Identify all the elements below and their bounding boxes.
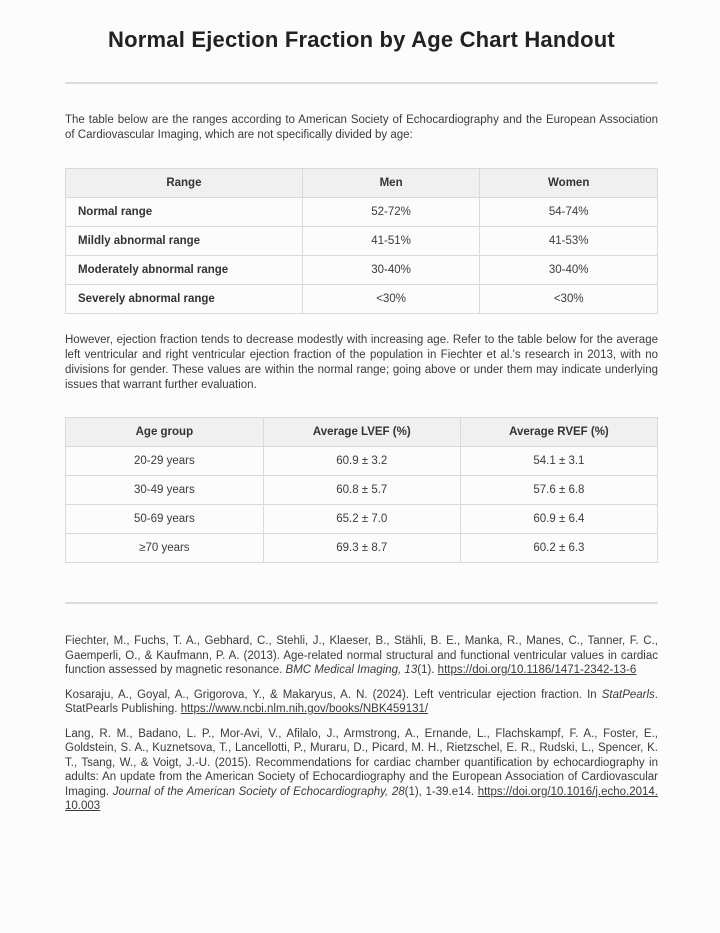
table-row	[66, 534, 658, 563]
table-row	[66, 198, 658, 227]
lvef-value: 60.9 ± 3.2	[263, 447, 460, 476]
range-women-value: <30%	[480, 285, 658, 314]
reference-text: Fiechter, M., Fuchs, T. A., Gebhard, C., Stehli, J., Klaeser, B., Stähli, B. E., Manka, R., Manes, C., Tanner, F. C., Gaemperli, O., & Kaufmann, P. A. (2013). Age-related normal structural and functional ventricular values in cardiac function assessed by magnetic resonance.	[65, 635, 658, 676]
reference-text: Lang, R. M., Badano, L. P., Mor-Avi, V., Afilalo, J., Armstrong, A., Ernande, L., Flachskampf, F. A., Foster, E., Goldstein, S. A., Kuznetsova, T., Lancellotti, P., Muraru, D., Picard, M. H., Rietzschel, E. R., Rudski, L., Spencer, K. T., Tsang, W., & Voigt, J.-U. (2015). Recommendations for cardiac chamber quantification by echocardiography in adults: An update from the American Society of Echocardiography and the European Association of Cardiovascular Imaging.	[65, 727, 658, 798]
column-header-avg-rvef: Average RVEF (%)	[460, 418, 657, 447]
intro-paragraph: The table below are the ranges according to American Society of Echocardiography and the European Association of Cardiovascular Imaging, which are not specifically divided by age:	[65, 114, 658, 141]
reference-journal-italic: StatPearls	[601, 688, 655, 701]
reference-text: (1).	[417, 664, 438, 676]
range-men-value: 30-40%	[302, 256, 480, 285]
reference-item-kosaraju	[65, 688, 658, 717]
table-row	[66, 256, 658, 285]
range-women-value: 54-74%	[480, 198, 658, 227]
table-row	[66, 476, 658, 505]
range-label: Normal range	[66, 198, 303, 227]
column-header-avg-lvef: Average LVEF (%)	[263, 418, 460, 447]
ncbi-link-kosaraju[interactable]: https://www.ncbi.nlm.nih.gov/books/NBK459131/	[180, 703, 429, 715]
column-header-age-group: Age group	[66, 418, 264, 447]
range-label: Mildly abnormal range	[66, 227, 303, 256]
page-title: Normal Ejection Fraction by Age Chart Handout	[108, 27, 615, 52]
range-women-value: 41-53%	[480, 227, 658, 256]
table-row	[66, 285, 658, 314]
table-row	[66, 447, 658, 476]
age-group-value: 30-49 years	[66, 476, 264, 505]
range-label: Severely abnormal range	[66, 285, 303, 314]
table-row	[66, 505, 658, 534]
lvef-value: 60.8 ± 5.7	[263, 476, 460, 505]
title-divider	[65, 82, 658, 84]
ef-range-table	[65, 168, 658, 314]
rvef-value: 54.1 ± 3.1	[460, 447, 657, 476]
reference-journal-italic: BMC Medical Imaging, 13	[285, 664, 418, 676]
age-group-value: 20-29 years	[66, 447, 264, 476]
age-group-value: ≥70 years	[66, 534, 264, 563]
range-men-value: 41-51%	[302, 227, 480, 256]
rvef-value: 60.9 ± 6.4	[460, 505, 657, 534]
rvef-value: 57.6 ± 6.8	[460, 476, 657, 505]
ef-age-table-header-row	[66, 418, 658, 447]
reference-item-lang	[65, 727, 658, 814]
reference-item-fiechter	[65, 634, 658, 678]
ef-range-table-header-row	[66, 169, 658, 198]
references-divider	[65, 602, 658, 604]
range-men-value: 52-72%	[302, 198, 480, 227]
doi-link-lang[interactable]: https://doi.org/10.1016/j.echo.2014.10.003	[65, 785, 659, 812]
reference-text: . StatPearls Publishing.	[65, 688, 658, 715]
age-trend-paragraph: However, ejection fraction tends to decrease modestly with increasing age. Refer to the table below for the average left ventricular and right ventricular ejection fraction of the population in Fiechter et al.'s research in 2013, with no divisions for gender. These values are within the normal range; going above or under them may indicate underlying issues that warrant further evaluation.	[65, 334, 658, 391]
age-group-value: 50-69 years	[66, 505, 264, 534]
lvef-value: 69.3 ± 8.7	[263, 534, 460, 563]
reference-text: Kosaraju, A., Goyal, A., Grigorova, Y., & Makaryus, A. N. (2024). Left ventricular ejection fraction. In	[65, 688, 602, 701]
column-header-range: Range	[66, 169, 303, 198]
range-men-value: <30%	[302, 285, 480, 314]
ef-age-table	[65, 417, 658, 563]
column-header-women: Women	[480, 169, 658, 198]
doi-link-fiechter[interactable]: https://doi.org/10.1186/1471-2342-13-6	[437, 664, 637, 676]
rvef-value: 60.2 ± 6.3	[460, 534, 657, 563]
lvef-value: 65.2 ± 7.0	[263, 505, 460, 534]
reference-text: (1), 1-39.e14.	[404, 785, 478, 798]
reference-journal-italic: Journal of the American Society of Echocardiography, 28	[112, 785, 405, 798]
range-women-value: 30-40%	[480, 256, 658, 285]
column-header-men: Men	[302, 169, 480, 198]
table-row	[66, 227, 658, 256]
range-label: Moderately abnormal range	[66, 256, 303, 285]
